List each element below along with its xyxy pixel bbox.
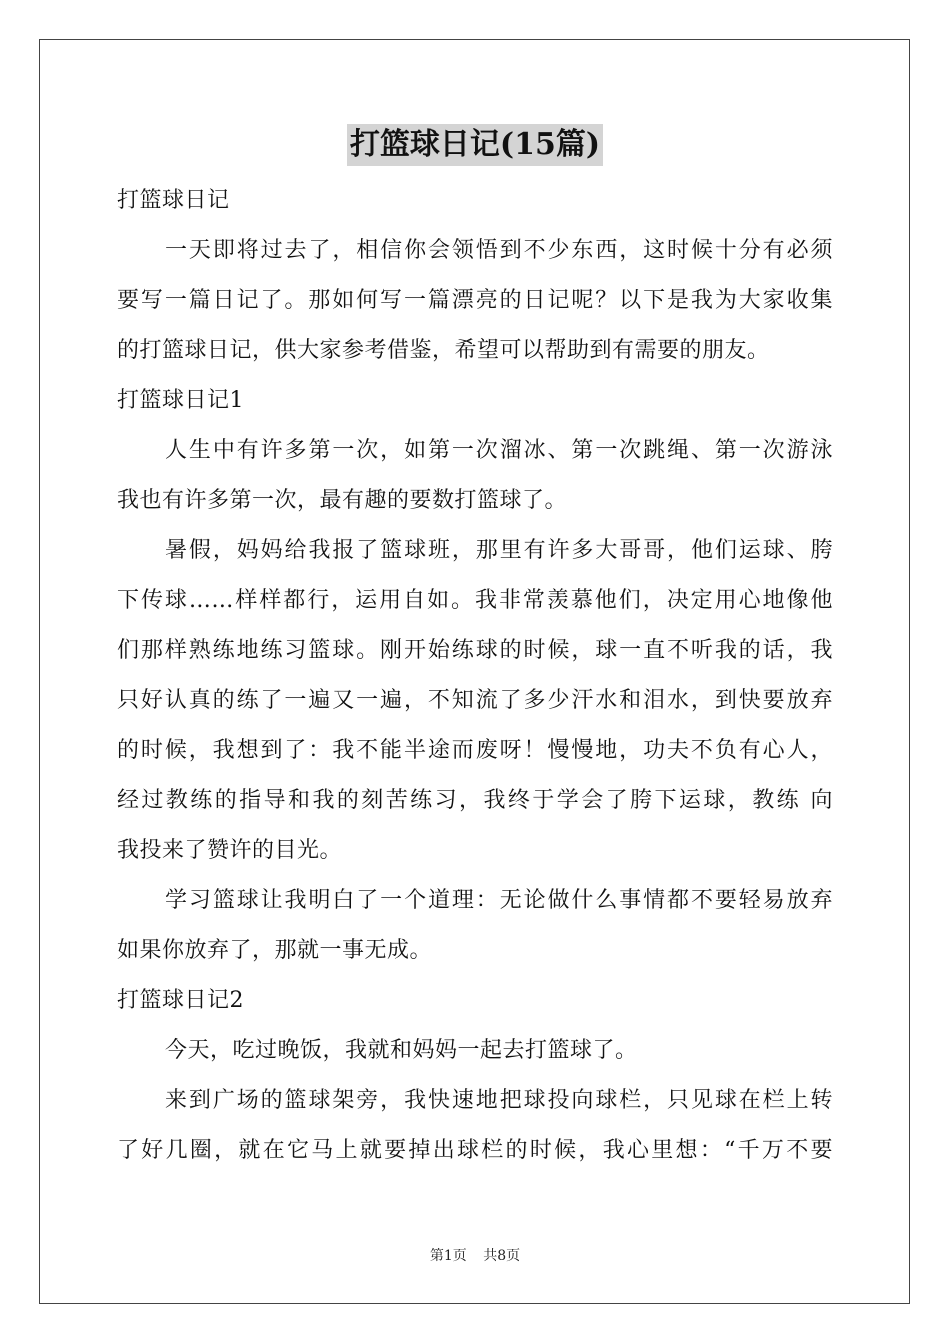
paragraph-line: 来到广场的篮球架旁，我快速地把球投向球栏，只见球在栏上转 (165, 1088, 833, 1113)
paragraph-line: 今天，吃过晚饭，我就和妈妈一起去打篮球了。 (165, 1038, 638, 1063)
paragraph-line: 我也有许多第一次，最有趣的要数打篮球了。 (117, 488, 568, 513)
paragraph-line: 了好几圈，就在它马上就要掉出球栏的时候，我心里想：“千万不要 (117, 1138, 833, 1163)
section-heading: 打篮球日记2 (117, 988, 244, 1013)
paragraph-line: 一天即将过去了，相信你会领悟到不少东西，这时候十分有必须 (165, 238, 833, 263)
paragraph-line: 人生中有许多第一次，如第一次溜冰、第一次跳绳、第一次游泳 (165, 438, 833, 463)
paragraph-line: 学习篮球让我明白了一个道理：无论做什么事情都不要轻易放弃 (165, 888, 833, 913)
section-heading: 打篮球日记1 (117, 388, 244, 413)
paragraph-line: 暑假，妈妈给我报了篮球班，那里有许多大哥哥，他们运球、胯 (165, 538, 833, 563)
paragraph-line: 如果你放弃了，那就一事无成。 (117, 938, 433, 963)
page-number: 第1页 (429, 1248, 467, 1264)
paragraph-line: 只好认真的练了一遍又一遍，不知流了多少汗水和泪水，到快要放弃 (117, 688, 833, 713)
paragraph-line: 经过教练的指导和我的刻苦练习，我终于学会了胯下运球，教练 向 (117, 788, 833, 813)
title-container (0, 124, 950, 166)
page-footer (0, 1245, 950, 1265)
paragraph-line: 我投来了赞许的目光。 (117, 838, 343, 863)
paragraph-line: 要写一篇日记了。那如何写一篇漂亮的日记呢？以下是我为大家收集 (117, 288, 833, 313)
section-heading: 打篮球日记 (117, 188, 230, 213)
paragraph-line: 的打篮球日记，供大家参考借鉴，希望可以帮助到有需要的朋友。 (117, 338, 770, 363)
paragraph-line: 们那样熟练地练习篮球。刚开始练球的时候，球一直不听我的话，我 (117, 638, 833, 663)
document-title: 打篮球日记(15篇) (347, 124, 603, 166)
page-total: 共8页 (483, 1248, 521, 1264)
document-body (117, 176, 833, 1176)
paragraph-line: 的时候，我想到了：我不能半途而废呀！慢慢地，功夫不负有心人， (117, 738, 833, 763)
paragraph-line: 下传球……样样都行，运用自如。我非常羡慕他们，决定用心地像他 (117, 588, 833, 613)
